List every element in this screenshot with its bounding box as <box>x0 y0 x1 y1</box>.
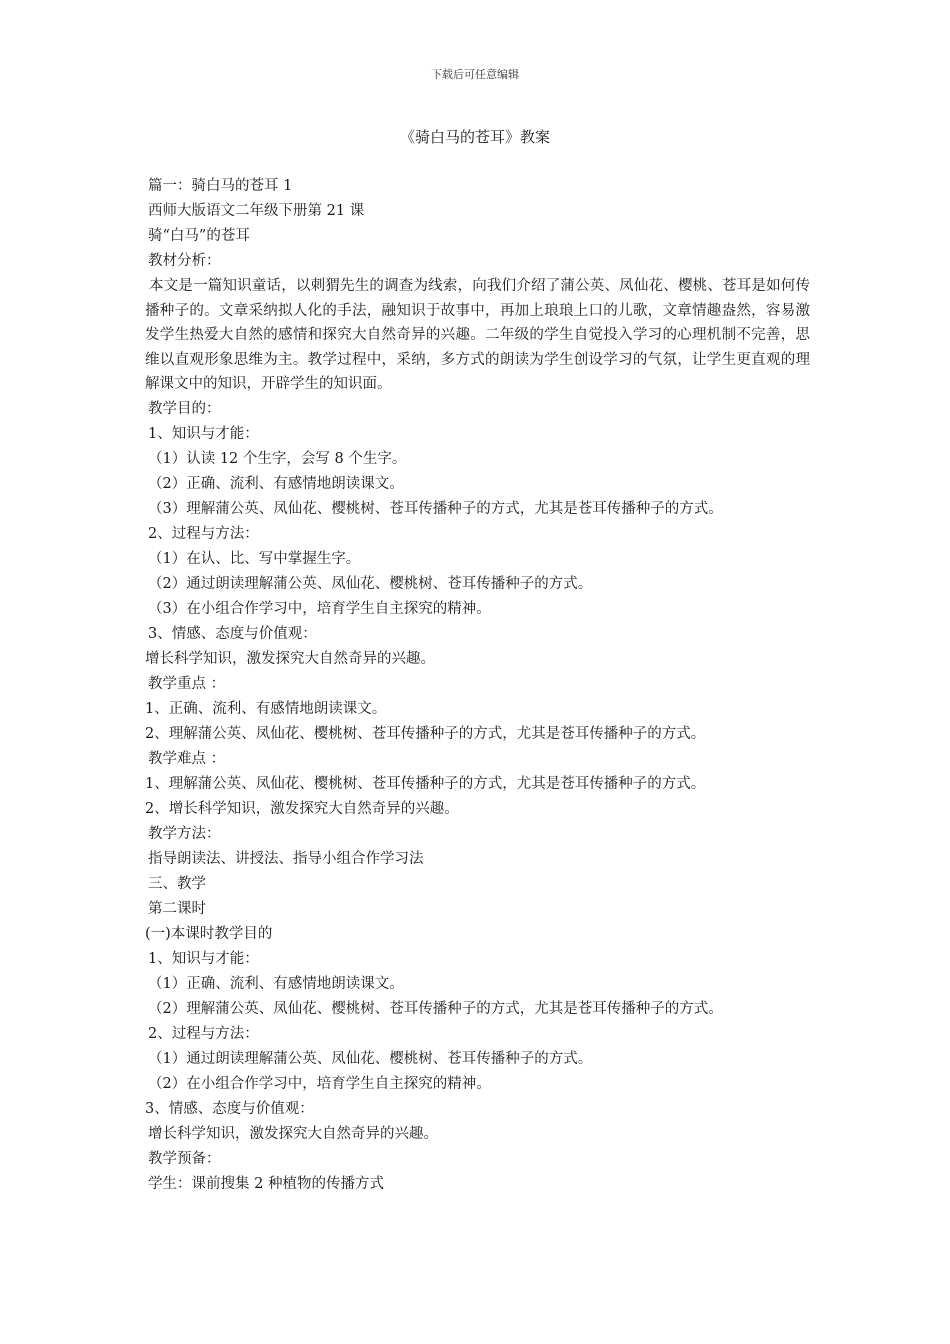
text-line: 增长科学知识，激发探究大自然奇异的兴趣。 <box>148 1125 438 1142</box>
text-line: (一)本课时教学目的 <box>145 925 273 942</box>
section-heading: 教学重点 ： <box>148 675 226 692</box>
text-line: 骑“白马”的苍耳 <box>148 228 250 244</box>
section-heading: 篇一：骑白马的苍耳 1 <box>148 178 293 194</box>
text-line: 学生：课前搜集 2 种植物的传播方式 <box>148 1175 384 1192</box>
text-line: 西师大版语文二年级下册第 21 课 <box>148 203 365 219</box>
list-item: 1、理解蒲公英、凤仙花、樱桃树、苍耳传播种子的方式，尤其是苍耳传播种子的方式。 <box>145 775 706 792</box>
document-title: 《骑白马的苍耳》教案 <box>399 128 550 146</box>
header-note: 下载后可任意编辑 <box>431 68 519 81</box>
document-body <box>145 174 810 1197</box>
list-item: （1）认读 12 个生字，会写 8 个生字。 <box>148 450 407 467</box>
list-item: （2）在小组合作学习中，培育学生自主探究的精神。 <box>148 1075 491 1092</box>
list-item: 2、过程与方法： <box>148 1025 259 1042</box>
list-item: 3、情感、态度与价值观： <box>145 1100 314 1117</box>
analysis-paragraph: 本文是一篇知识童话，以刺猬先生的调查为线索，向我们介绍了蒲公英、凤仙花、樱桃、苍耳是如何传播种子的。文章采纳拟人化的手法，融知识于故事中，再加上琅琅上口的儿歌，文章情趣盎然，容易激发学生热爱大自然的感情和探究大自然奇异的兴趣。二年级的学生自觉投入学习的心理机制不完善，思维以直观形象思维为主。教学过程中，采纳，多方式的朗读为学生创设学习的气氛，让学生更直观的理解课文中的知识，开辟学生的知识面。 <box>145 278 810 393</box>
list-item: 2、过程与方法： <box>148 525 259 542</box>
list-item: （1）在认、比、写中掌握生字。 <box>148 550 361 567</box>
list-item: （3）理解蒲公英、凤仙花、樱桃树、苍耳传播种子的方式，尤其是苍耳传播种子的方式。 <box>148 500 723 517</box>
list-item: 2、理解蒲公英、凤仙花、樱桃树、苍耳传播种子的方式，尤其是苍耳传播种子的方式。 <box>145 725 706 742</box>
section-heading: 教学目的： <box>148 400 221 417</box>
text-line: 指导朗读法、讲授法、指导小组合作学习法 <box>148 850 424 867</box>
text-line: 增长科学知识，激发探究大自然奇异的兴趣。 <box>145 650 435 667</box>
list-item: （2）通过朗读理解蒲公英、凤仙花、樱桃树、苍耳传播种子的方式。 <box>148 575 593 592</box>
text-line: 第二课时 <box>148 900 206 917</box>
section-heading: 教学难点 ： <box>148 750 226 767</box>
list-item: 1、知识与才能： <box>148 950 259 967</box>
section-heading: 教学方法： <box>148 825 221 842</box>
list-item: 1、知识与才能： <box>148 425 259 442</box>
section-heading: 三、教学 <box>148 875 206 892</box>
list-item: （1）正确、流利、有感情地朗读课文。 <box>148 975 404 992</box>
list-item: （2）正确、流利、有感情地朗读课文。 <box>148 475 404 492</box>
list-item: （2）理解蒲公英、凤仙花、樱桃树、苍耳传播种子的方式，尤其是苍耳传播种子的方式。 <box>148 1000 723 1017</box>
section-heading: 教学预备： <box>148 1150 221 1167</box>
list-item: （1）通过朗读理解蒲公英、凤仙花、樱桃树、苍耳传播种子的方式。 <box>148 1050 593 1067</box>
section-heading: 教材分析： <box>148 253 221 269</box>
list-item: 1、正确、流利、有感情地朗读课文。 <box>145 700 387 717</box>
list-item: 2、增长科学知识，激发探究大自然奇异的兴趣。 <box>145 800 459 817</box>
list-item: （3）在小组合作学习中，培育学生自主探究的精神。 <box>148 600 491 617</box>
list-item: 3、情感、态度与价值观： <box>148 625 317 642</box>
